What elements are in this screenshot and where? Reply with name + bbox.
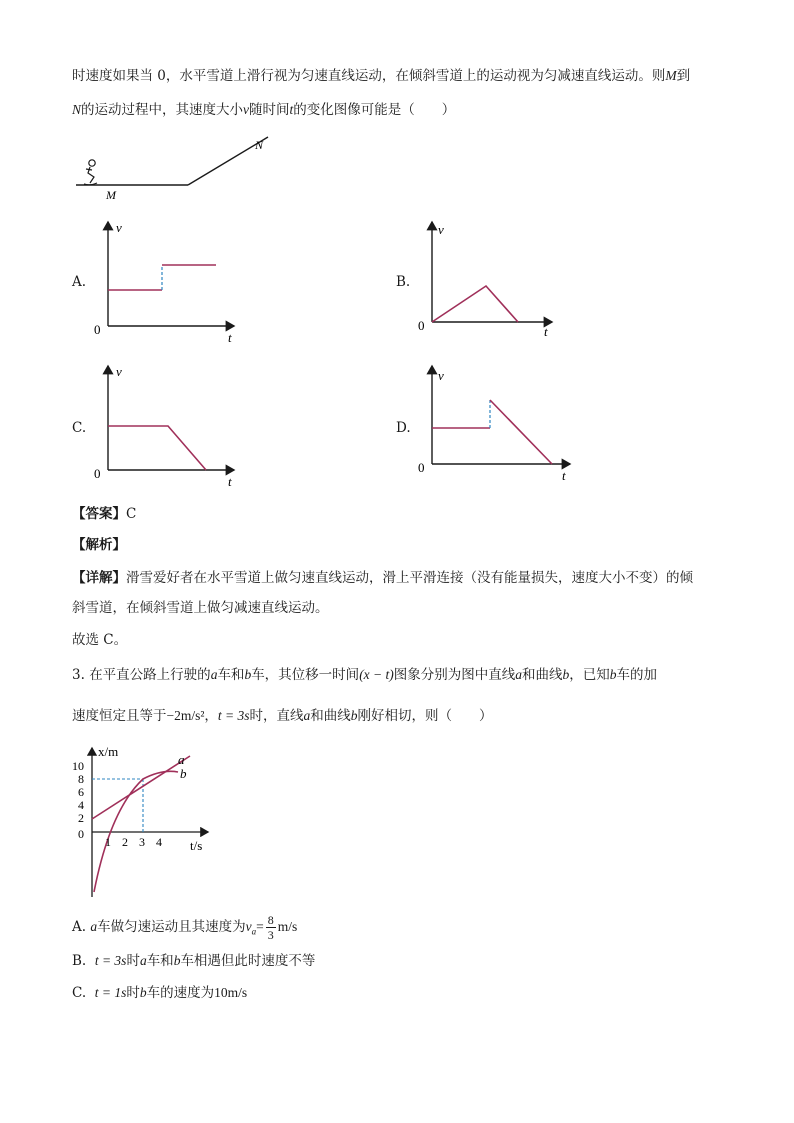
q2-text-line-1: 时速度如果当 0，水平雪道上滑行视为匀速直线运动，在倾斜雪道上的运动视为匀减速直线运动。则M到 [72,68,691,84]
answer-value: C [126,506,137,522]
curve-b-label: b [180,766,187,781]
detail-line-2: 斜雪道，在倾斜雪道上做匀减速直线运动。 [72,600,329,616]
axis-t: t [228,330,232,345]
axis-v: v [116,220,122,235]
slope-diagram [70,135,290,205]
axis-t: t [228,474,232,489]
answer-line: 【答案】C [72,506,137,522]
ytick-0: 0 [78,827,84,841]
ylabel: x/m [98,744,119,759]
label-n: N [255,138,264,152]
conclusion-line: 故选 C。 [72,632,128,648]
skier-icon [84,160,97,185]
curve-a-label: a [178,752,185,767]
origin: 0 [94,466,101,481]
option-d-letter: D. [396,420,411,436]
ytick-6: 6 [78,785,84,799]
q3-text-line-2: 速度恒定且等于−2m/s²，t = 3s时，直线a和曲线b刚好相切，则（ ） [72,708,493,724]
axis-t: t [562,468,566,483]
option-a-graph [92,218,242,348]
q3-option-c: C. t = 1s时b车的速度为10m/s [72,985,248,1001]
xtick-4: 4 [156,835,162,849]
origin: 0 [418,460,425,475]
axis-t: t [544,324,548,339]
axis-v: v [438,222,444,237]
xtick-2: 2 [122,835,128,849]
label-m: M [106,188,116,202]
ytick-2: 2 [78,811,84,825]
ytick-10: 10 [72,759,84,773]
axis-v: v [116,364,122,379]
option-b-graph [416,218,566,348]
q3-option-b: B. t = 3s时a车和b车相遇但此时速度不等 [72,953,316,969]
option-d-graph [416,362,586,492]
option-a-letter: A. [72,274,87,290]
xt-graph [66,742,226,902]
q3-text-line-1: 3. 在平直公路上行驶的a车和b车，其位移一时间(x − t)图象分别为图中直线a和曲线b，已知b车的加 [72,667,658,683]
origin: 0 [418,318,425,333]
ytick-8: 8 [78,772,84,786]
line-a [92,756,190,819]
analysis-heading: 【解析】 [72,537,126,553]
option-c-graph [92,362,242,492]
q3-option-a: A. a车做匀速运动且其速度为$v_a=$ $\frac{8}{3}$ m/s [72,913,298,942]
ytick-4: 4 [78,798,84,812]
xtick-1: 1 [105,835,111,849]
option-b-letter: B. [396,274,411,290]
detail-line-1: 【详解】滑雪爱好者在水平雪道上做匀速直线运动，滑上平滑连接（没有能量损失，速度大小不变）的倾 [72,570,693,586]
origin: 0 [94,322,101,337]
xlabel: t/s [190,838,203,853]
axis-v: v [438,368,444,383]
xtick-3: 3 [139,835,145,849]
option-c-letter: C. [72,420,87,436]
q2-text-line-2: N的运动过程中，其速度大小v随时间t的变化图像可能是（ ） [72,102,456,118]
